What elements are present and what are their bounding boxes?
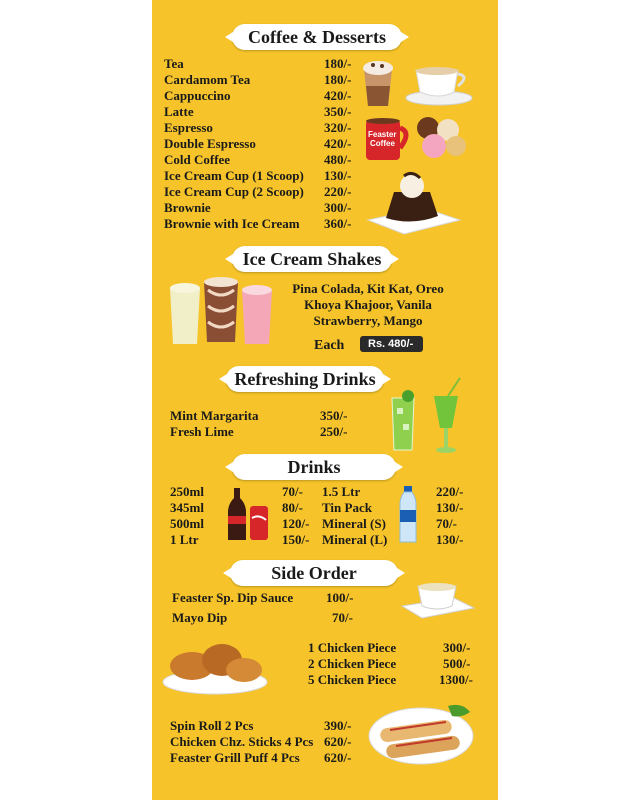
chicken-item-name: 2 Chicken Piece: [308, 656, 397, 671]
brownie-plate-image: [364, 168, 462, 238]
menu-item-name: Mint Margarita: [170, 408, 259, 423]
sauce-price: 70/-: [332, 610, 353, 625]
drink-price: 130/-: [436, 532, 464, 547]
menu-item-name: Latte: [164, 104, 194, 119]
drink-price: 150/-: [282, 532, 310, 547]
sauce-price: 100/-: [326, 590, 354, 605]
shake-flavors-line1: Pina Colada, Kit Kat, Oreo: [292, 281, 444, 296]
menu-item-price: 480/-: [324, 152, 352, 167]
shakes-title: Ice Cream Shakes: [242, 248, 382, 269]
drink-size: 1.5 Ltr: [322, 484, 361, 499]
chicken-item-name: 1 Chicken Piece: [308, 640, 397, 655]
snack-item-name: Feaster Grill Puff 4 Pcs: [170, 750, 300, 765]
drink-price: 220/-: [436, 484, 464, 499]
menu-item-price: 180/-: [324, 56, 352, 71]
drinks-banner: [232, 454, 396, 480]
drink-size: Mineral (S): [322, 516, 386, 531]
menu-item-name: Ice Cream Cup (1 Scoop): [164, 168, 304, 183]
drink-price: 120/-: [282, 516, 310, 531]
ice-cream-scoops-image: [412, 112, 468, 162]
shakes-banner: [232, 246, 392, 272]
shake-each-label: Each: [314, 338, 345, 353]
menu-item-price: 350/-: [320, 408, 348, 423]
menu-item-name: Cold Coffee: [164, 152, 231, 167]
chicken-item-price: 300/-: [443, 640, 471, 655]
menu-item-name: Ice Cream Cup (2 Scoop): [164, 184, 304, 199]
mug-label-line2: Coffee: [370, 139, 395, 148]
menu-item-price: 180/-: [324, 72, 352, 87]
snack-item-name: Chicken Chz. Sticks 4 Pcs: [170, 734, 314, 749]
menu-item-price: 360/-: [324, 216, 352, 231]
dip-sauce-bowl-image: [398, 576, 476, 622]
spin-roll-plate-image: [366, 696, 476, 768]
drinks-title: Drinks: [287, 456, 341, 477]
menu-item-name: Brownie: [164, 200, 211, 215]
drink-size: 345ml: [170, 500, 204, 515]
cola-bottle-and-can-image: [226, 488, 272, 542]
chicken-item-price: 500/-: [443, 656, 471, 671]
menu-item-name: Cappuccino: [164, 88, 231, 103]
menu-item-price: 420/-: [324, 136, 352, 151]
menu-item-price: 300/-: [324, 200, 352, 215]
snack-item-name: Spin Roll 2 Pcs: [170, 718, 254, 733]
chicken-item-name: 5 Chicken Piece: [308, 672, 397, 687]
menu-item-price: 350/-: [324, 104, 352, 119]
menu-item-name: Double Espresso: [164, 136, 256, 151]
drink-price: 130/-: [436, 500, 464, 515]
shake-flavors-line2: Khoya Khajoor, Vanila: [304, 297, 432, 312]
drink-price: 80/-: [282, 500, 303, 515]
chicken-item-price: 1300/-: [439, 672, 473, 687]
drink-price: 70/-: [282, 484, 303, 499]
drink-size: Mineral (L): [322, 532, 388, 547]
menu-item-price: 320/-: [324, 120, 352, 135]
snack-item-price: 620/-: [324, 750, 352, 765]
mug-label-line1: Feaster: [368, 130, 397, 139]
drink-size: 500ml: [170, 516, 204, 531]
drink-size: 250ml: [170, 484, 204, 499]
menu-item-price: 420/-: [324, 88, 352, 103]
refreshing-title: Refreshing Drinks: [234, 368, 376, 389]
menu-item-name: Brownie with Ice Cream: [164, 216, 300, 231]
drink-size: Tin Pack: [322, 500, 372, 515]
side-order-title: Side Order: [271, 562, 357, 583]
coffee-banner: [232, 24, 402, 50]
menu-item-name: Espresso: [164, 120, 213, 135]
tea-cup-image: [404, 60, 474, 106]
side-order-banner: [230, 560, 398, 586]
fresh-lime-glass-image: [428, 376, 464, 456]
milkshake-glasses-image: [166, 276, 278, 348]
snack-item-price: 620/-: [324, 734, 352, 749]
coffee-title: Coffee & Desserts: [248, 26, 386, 47]
water-bottle-image: [398, 486, 418, 544]
mint-margarita-glass-image: [388, 384, 418, 454]
drink-price: 70/-: [436, 516, 457, 531]
menu-item-price: 130/-: [324, 168, 352, 183]
sauce-name: Feaster Sp. Dip Sauce: [172, 590, 294, 605]
fried-chicken-plate-image: [160, 630, 270, 696]
menu-item-name: Fresh Lime: [170, 424, 234, 439]
menu-item-name: Cardamom Tea: [164, 72, 251, 87]
menu-item-name: Tea: [164, 56, 184, 71]
cold-coffee-glass-image: [360, 56, 396, 108]
shake-flavors-line3: Strawberry, Mango: [313, 313, 423, 328]
drink-size: 1 Ltr: [170, 532, 199, 547]
sauce-name: Mayo Dip: [172, 610, 228, 625]
menu-item-price: 250/-: [320, 424, 348, 439]
menu-item-price: 220/-: [324, 184, 352, 199]
refreshing-banner: [226, 366, 384, 392]
shake-price-badge: Rs. 480/-: [360, 336, 423, 352]
snack-item-price: 390/-: [324, 718, 352, 733]
